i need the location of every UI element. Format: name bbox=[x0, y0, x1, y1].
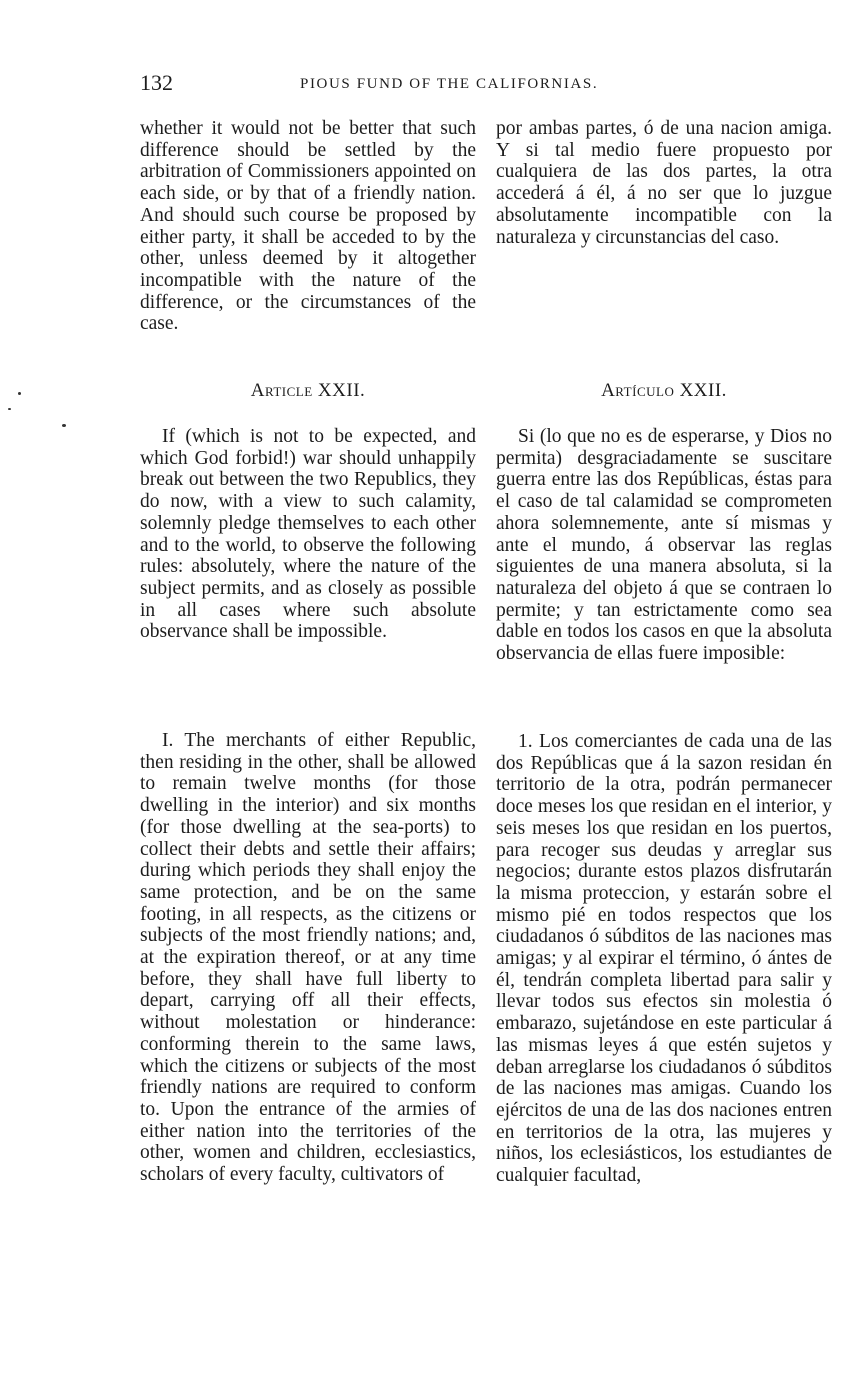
margin-speck bbox=[62, 424, 66, 427]
english-article-paragraph: If (which is not to be expected, and which God forbid!) war should unhappily break out between the two Republics, they do now, with a view to such calamity, solemnly pledge themselves to each other and to the world, to observe the following rules: absolutely, where the nature of the subject permits, and as closely as possible in all cases where such absolute observance shall be impossible. bbox=[140, 426, 476, 643]
margin-speck bbox=[8, 408, 11, 410]
english-rule-one-paragraph: I. The merchants of either Republic, then residing in the other, shall be allowed to remain twelve months (for those dwelling in the interior) and six months (for those dwelling at the sea-ports) to collect their debts and settle their affairs; during which periods they shall enjoy the same protection, and be on the same footing, in all respects, as the citizens or subjects of the most friendly nations; and, at the expiration thereof, or at any time before, they shall have full liberty to depart, carrying off all their effects, without molestation or hinderance: conforming therein to the same laws, which the citizens or subjects of the most friendly nations are required to conform to. Upon the entrance of the armies of either nation into the territories of the other, women and children, ecclesiastics, scholars of every faculty, cultivators of bbox=[140, 730, 476, 1186]
english-continuation-paragraph: whether it would not be better that such difference should be settled by the arbitration of Commissioners appointed on each side, or by that of a friendly nation. And should such course be proposed by either party, it shall be acceded to by the other, unless deemed by it altogether incompatible with the nature of the difference, or the circumstances of the case. bbox=[140, 118, 476, 335]
running-title: PIOUS FUND OF THE CALIFORNIAS. bbox=[300, 76, 599, 92]
spanish-rule-one-paragraph: 1. Los comerciantes de cada una de las dos Repúblicas que á la sazon residan én territorio de la otra, podrán permanecer doce meses los que residan en el interior, y seis meses los que residan en los puertos, para recoger sus deudas y arreglar sus negocios; durante estos plazos disfrutarán la misma proteccion, y estarán sobre el mismo pié en todos respectos que los ciudadanos ó súbditos de las naciones mas amigas; y al expirar el término, ó ántes de él, tendrán completa libertad para salir y llevar todos sus efectos sin molestia ó embarazo, sujetándose en este particular á las mismas leyes á que estén sujetos y deban arreglarse los ciudadanos ó súbditos de las naciones mas amigas. Cuando los ejércitos de una de las dos naciones entren en territorios de la otra, las mujeres y niños, los eclesiásticos, los estudiantes de cualquier facultad, bbox=[496, 731, 832, 1187]
spanish-article-paragraph: Si (lo que no es de esperarse, y Dios no permita) desgraciadamente se suscitare guerra entre las dos Repúblicas, éstas para el caso de tal calamidad se comprometen ahora solemnemente, ante sí mismas y ante el mundo, á observar las reglas siguientes de una manera absoluta, si la naturaleza del objeto á que se contraen lo permite; y tan estrictamente como sea dable en todos los casos en que la absoluta observancia de ellas fuere imposible: bbox=[496, 426, 832, 665]
page-number: 132 bbox=[140, 70, 173, 95]
spanish-continuation-paragraph: por ambas partes, ó de una nacion amiga. Y si tal medio fuere propuesto por cualquiera de las dos partes, la otra accederá á él, á no ser que lo juzgue absolutamente incompatible con la naturaleza y circunstancias del caso. bbox=[496, 118, 832, 248]
english-article-heading: Article XXII. bbox=[250, 380, 366, 401]
spanish-article-heading: Artículo XXII. bbox=[601, 380, 727, 401]
margin-speck bbox=[18, 392, 21, 395]
